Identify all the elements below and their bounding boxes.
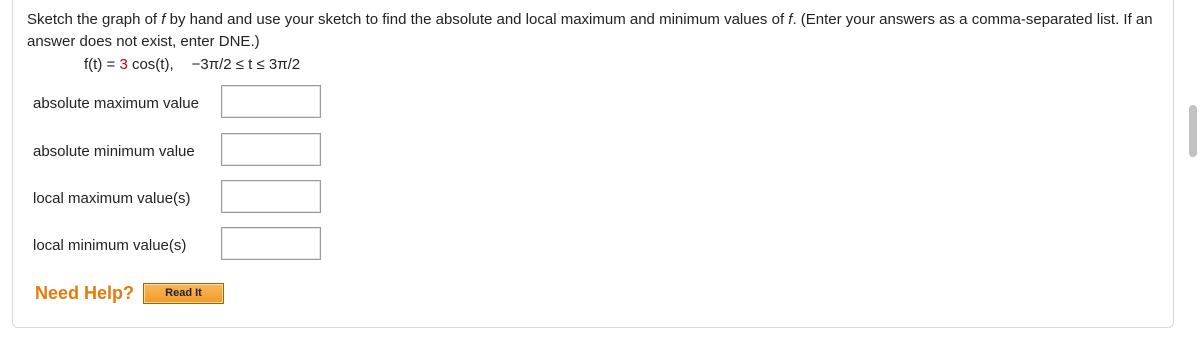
absolute-max-input[interactable]	[221, 85, 321, 118]
question-prompt	[27, 9, 1177, 53]
local-max-input[interactable]	[221, 180, 321, 213]
prompt-text: by hand and use your sketch to find the absolute and local maximum and minimum values of	[165, 11, 789, 28]
formula-domain: −3π/2 ≤ t ≤ 3π/2	[191, 56, 301, 73]
prompt-variable: f	[788, 11, 793, 28]
absolute-min-label: absolute minimum value	[33, 143, 195, 160]
formula-equals: =	[102, 56, 120, 73]
function-formula	[84, 56, 300, 73]
need-help-heading: Need Help?	[35, 283, 135, 303]
formula-function: cos(t),	[127, 56, 174, 73]
formula-lhs: f(t)	[84, 56, 103, 73]
local-min-input[interactable]	[221, 227, 321, 260]
absolute-min-input[interactable]	[221, 133, 321, 166]
read-it-button[interactable]: Read It	[143, 283, 224, 304]
prompt-variable: f	[161, 11, 166, 28]
scrollbar-thumb[interactable]	[1189, 105, 1197, 157]
absolute-max-label: absolute maximum value	[33, 95, 199, 112]
prompt-text: Sketch the graph of	[27, 11, 162, 28]
prompt-text: . (Enter your answers as a comma-separated list. If an answer does not exist, enter DNE.)	[27, 11, 1153, 50]
local-max-label: local maximum value(s)	[33, 190, 191, 207]
formula-coefficient: 3	[119, 56, 128, 73]
local-min-label: local minimum value(s)	[33, 237, 187, 254]
